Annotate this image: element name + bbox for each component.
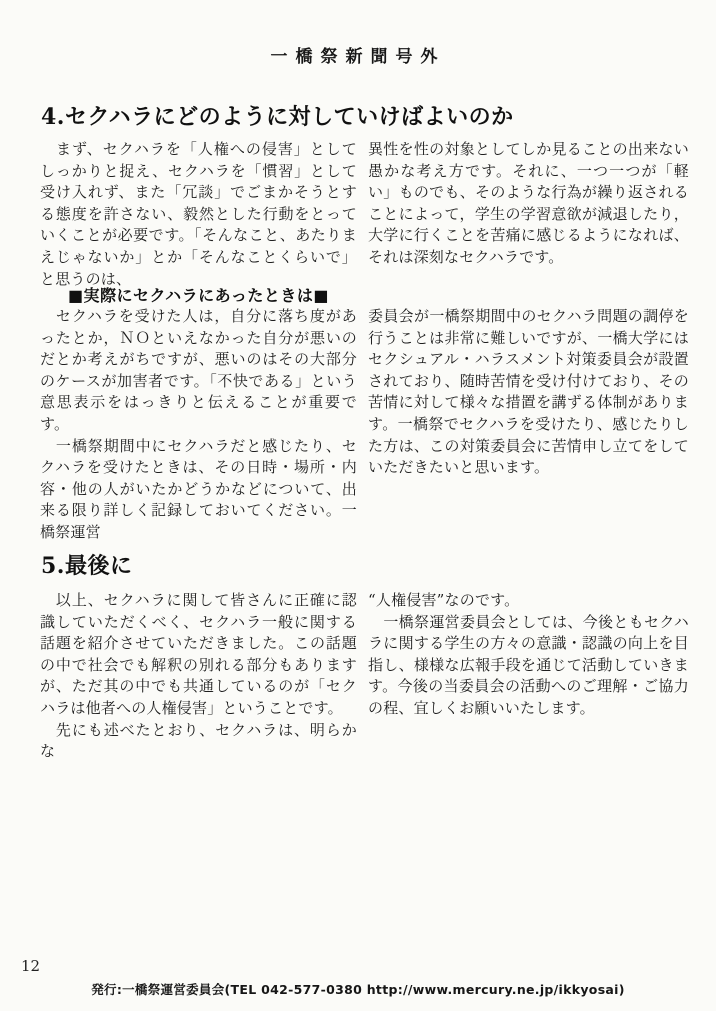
paragraph: 一橋祭運営委員会としては、今後ともセクハラに関する学生の方々の意識・認識の向上を目指し、様様な広報手段を通じて活動していきます。今後の当委員会の活動へのご理解・ご協力の程、宜しくお願いいたします。 (368, 612, 689, 717)
section-4-subsection-right-column (368, 306, 689, 479)
paragraph: 異性を性の対象としてしか見ることの出来ない愚かな考え方です。それに、一つ一つが「軽い」ものでも、そのような行為が繰り返されることによって，学生の学習意欲が減退したり，大学に行くことを苦痛に感じるようになれば、それは深刻なセクハラです。 (368, 140, 689, 266)
section-5-heading: 5.最後に (41, 553, 133, 579)
section-4-heading: 4.セクハラにどのように対していけばよいのか (41, 104, 514, 130)
masthead-title: 一橋祭新聞号外 (270, 47, 446, 67)
paragraph: 一橋祭期間中にセクハラだと感じたり、セクハラを受けたときは、その日時・場所・内容・他の人がいたかどうかなどについて、出来る限り詳しく記録しておいてください。一橋祭運営 (40, 436, 357, 541)
paragraph: 委員会が一橋祭期間中のセクハラ問題の調停を行うことは非常に難しいですが、一橋大学にはセクシュアル・ハラスメント対策委員会が設置されており、随時苦情を受け付けており、その苦情に対して様々な措置を講ずる体制があります。一橋祭でセクハラを受けたり、感じたりした方は、この対策委員会に苦情申し立てをしていただきたいと思います。 (368, 307, 689, 477)
section-4-right-column (368, 139, 689, 269)
paragraph: 先にも述べたとおり、セクハラは、明らかな (40, 720, 357, 761)
section-5-left-column (40, 590, 357, 763)
paragraph: “人権侵害”なのです。 (368, 591, 520, 609)
paragraph: 以上、セクハラに関して皆さんに正確に認識していただくべく、セクハラ一般に関する話題を紹介させていただきました。この話題の中で社会でも解釈の別れる部分もありますが、ただ其の中でも共通しているのが「セクハラは他者への人権侵害」ということです。 (40, 591, 357, 717)
section-5-right-column (368, 590, 689, 720)
publisher-footer: 発行:一橋祭運営委員会(TEL 042-577-0380 http://www.mercury.ne.jp/ikkyosai) (91, 982, 625, 997)
section-4-subsection-left-column (40, 306, 357, 544)
paragraph: セクハラを受けた人は，自分に落ち度があったとか，ＮＯといえなかった自分が悪いのだとか考えがちですが、悪いのはその大部分のケースが加害者です。「不快である」という意思表示をはっきりと伝えることが重要です。 (40, 307, 357, 433)
section-4-subheading: ■実際にセクハラにあったときは■ (67, 286, 330, 305)
page-number: 12 (21, 957, 41, 975)
paragraph: まず、セクハラを「人権への侵害」としてしっかりと捉え、セクハラを「慣習」として受け入れず、また「冗談」でごまかそうとする態度を許さない、毅然とした行動をとっていくことが必要です。「そんなこと、あたりまえじゃないか」とか「そんなことくらいで」と思うのは、 (40, 140, 357, 288)
section-4-left-column (40, 139, 357, 290)
